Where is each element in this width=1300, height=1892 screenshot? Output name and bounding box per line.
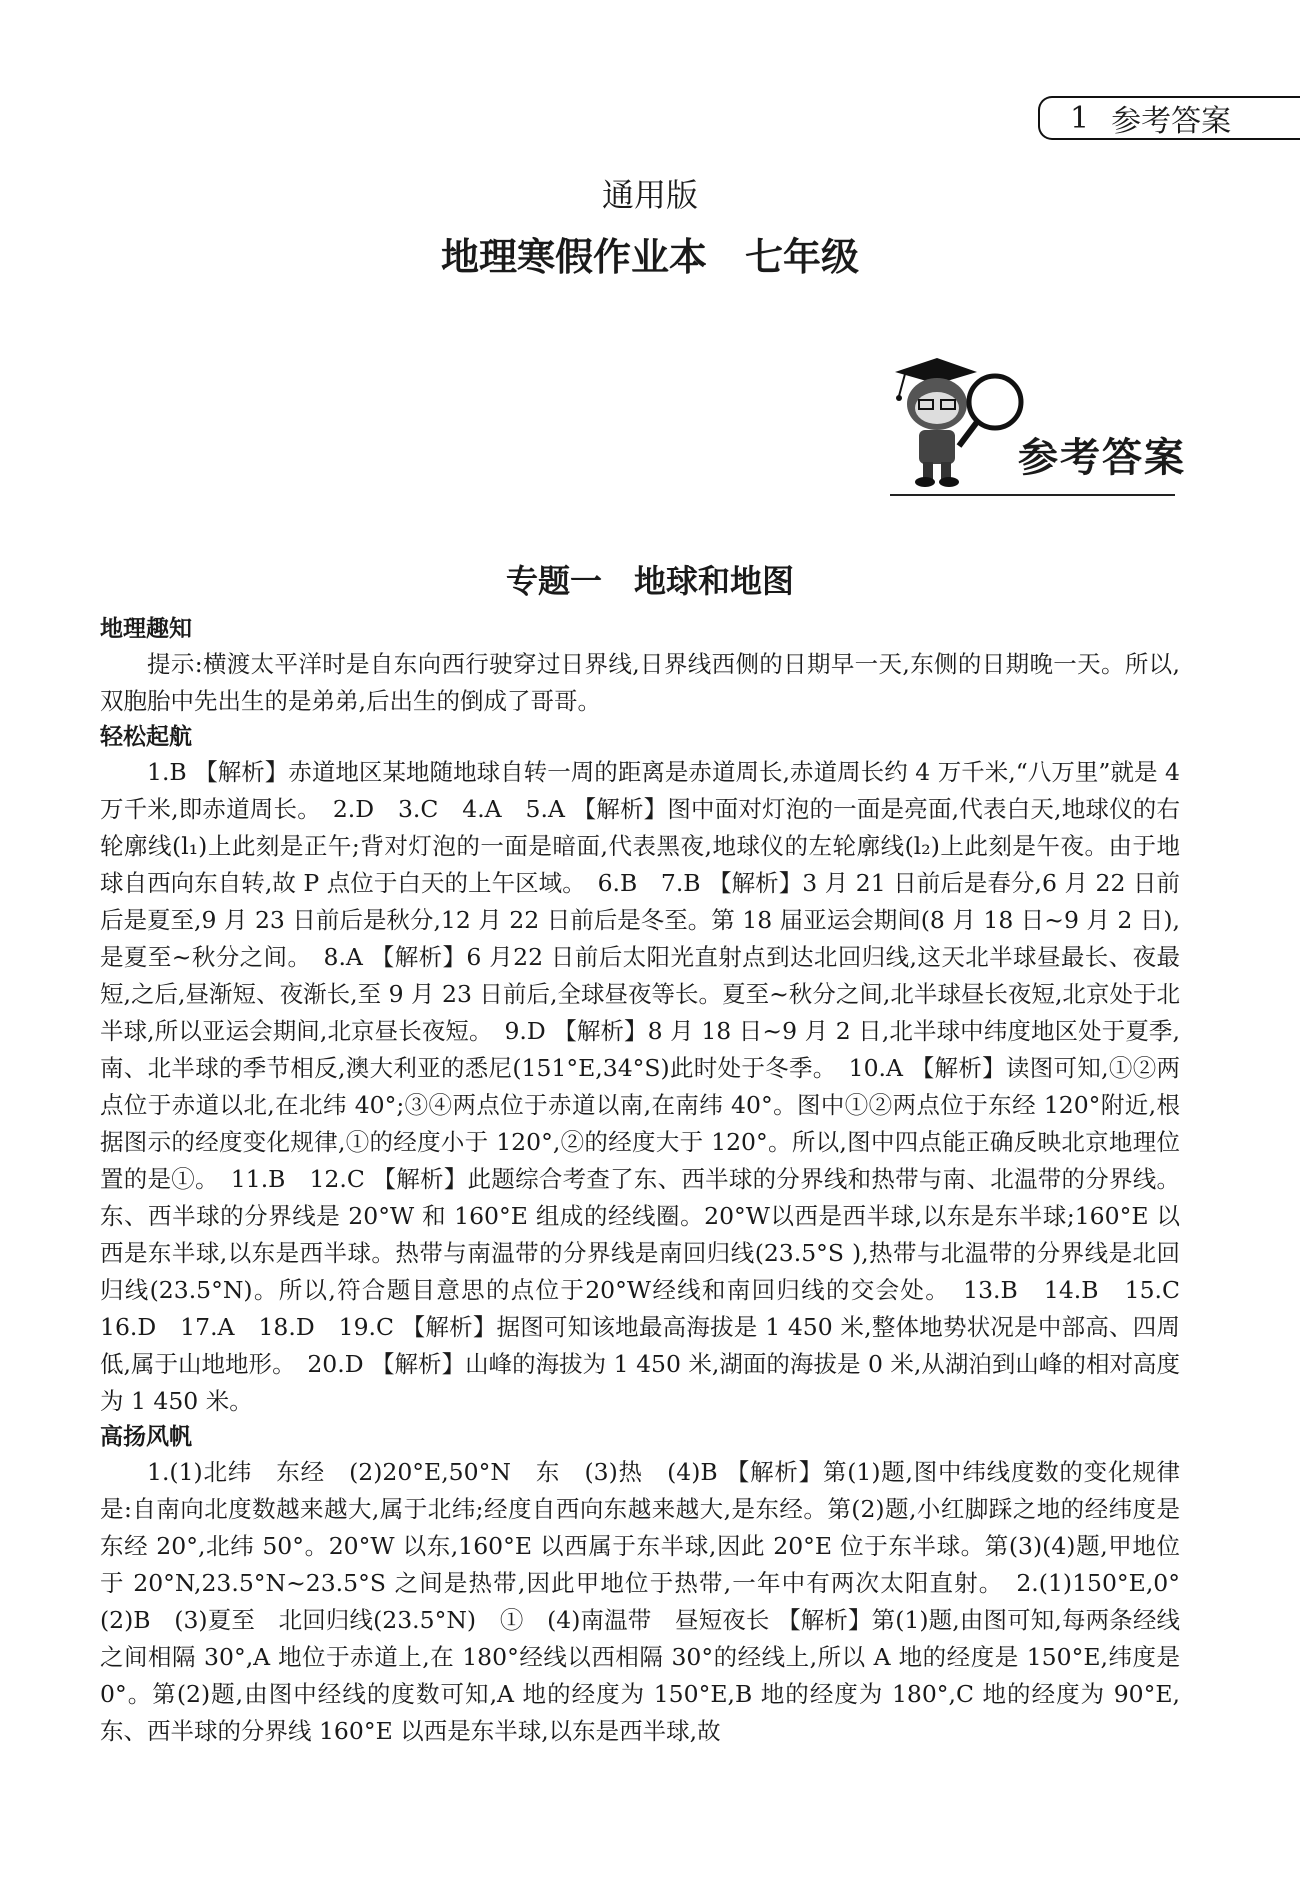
block-easy-start — [100, 720, 1204, 1420]
answer-key-badge: 参考答案 — [1018, 434, 1186, 481]
block-set-sail — [100, 1420, 1204, 1750]
block-heading: 地理趣知 — [100, 616, 192, 642]
header-tab-label: 参考答案 — [1111, 104, 1232, 139]
block-text: 1.(1)北纬 东经 (2)20°E,50°N 东 (3)热 (4)B 【解析】第(1)题,图中纬线度数的变化规律是:自南向北度数越来越大,属于北纬;经度自西向东越来越大,是东经。第(2)题,小红脚踩之地的经纬度是东经 20°,北纬 50°。20°W 以东,160°E 以西属于东半球,因此 20°E 位于东半球。第(3)(4)题,甲地位于 20°N,23.5°N~23.5°S 之间是热带,因此甲地位于热带,一年中有两次太阳直射。 2.(1)150°E,0° (2)B (3)夏至 北回归线(23.5°N) ① (4)南温带 昼短夜长 【解析】第(1)题,由图可知,每两条经线之间相隔 30°,A 地位于赤道上,在 180°经线以西相隔 30°的经线上,所以 A 地的经度是 150°E,纬度是 0°。第(2)题,由图中经线的度数可知,A 地的经度为 150°E,B 地的经度为 180°,C 地的经度为 90°E,东、西半球的分界线 160°E 以西是东半球,以东是西半球,故 — [100, 1458, 1204, 1745]
block-text: 1.B 【解析】赤道地区某地随地球自转一周的距离是赤道周长,赤道周长约 4 万千米,“八万里”就是 4 万千米,即赤道周长。 2.D 3.C 4.A 5.A 【解析】图中面对灯泡的一面是亮面,代表白天,地球仪的右轮廓线(l₁)上此刻是正午;背对灯泡的一面是暗面,代表黑夜,地球仪的左轮廓线(l₂)上此刻是午夜。由于地球自西向东自转,故 P 点位于白天的上午区域。 6.B 7.B 【解析】3 月 21 日前后是春分,6 月 22 日前后是夏至,9 月 23 日前后是秋分,12 月 22 日前后是冬至。第 18 届亚运会期间(8 月 18 日~9 月 2 日),是夏至~秋分之间。 8.A 【解析】6 月22 日前后太阳光直射点到达北回归线,这天北半球昼最长、夜最短,之后,昼渐短、夜渐长,至 9 月 23 日前后,全球昼夜等长。夏至~秋分之间,北半球昼长夜短,北京处于北半球,所以亚运会期间,北京昼长夜短。 9.D 【解析】8 月 18 日~9 月 2 日,北半球中纬度地区处于夏季,南、北半球的季节相反,澳大利亚的悉尼(151°E,34°S)此时处于冬季。 10.A 【解析】读图可知,①②两点位于赤道以北,在北纬 40°;③④两点位于赤道以南,在南纬 40°。图中①②两点位于东经 120°附近,根据图示的经度变化规律,①的经度小于 120°,②的经度大于 120°。所以,图中四点能正确反映北京地理位置的是①。 11.B 12.C 【解析】此题综合考查了东、西半球的分界线和热带与南、北温带的分界线。东、西半球的分界线是 20°W 和 160°E 组成的经线圈。20°W以西是西半球,以东是东半球;160°E 以西是东半球,以东是西半球。热带与南温带的分界线是南回归线(23.5°S ),热带与北温带的分界线是北回归线(23.5°N)。所以,符合题目意思的点位于20°W经线和南回归线的交会处。 13.B 14.B 15.C 16.D 17.A 18.D 19.C 【解析】据图可知该地最高海拔是 1 450 米,整体地势状况是中部高、四周低,属于山地地形。 20.D 【解析】山峰的海拔为 1 450 米,湖面的海拔是 0 米,从湖泊到山峰的相对高度为 1 450 米。 — [100, 758, 1204, 1415]
answer-content — [100, 612, 1204, 1750]
page-number: 1 — [1070, 100, 1090, 136]
page-header-tab — [1038, 96, 1300, 140]
block-trivia — [100, 612, 1180, 720]
edition-label: 通用版 — [601, 176, 698, 214]
block-heading: 高扬风帆 — [100, 1424, 192, 1450]
scholar-mascot-icon — [885, 354, 1035, 494]
badge-underline — [890, 494, 1175, 496]
section-title: 专题一 地球和地图 — [505, 562, 794, 600]
block-heading: 轻松起航 — [100, 724, 192, 750]
book-title: 地理寒假作业本 七年级 — [440, 235, 859, 279]
block-text: 提示:横渡太平洋时是自东向西行驶穿过日界线,日界线西侧的日期早一天,东侧的日期晚一天。所以,双胞胎中先出生的是弟弟,后出生的倒成了哥哥。 — [100, 650, 1180, 715]
